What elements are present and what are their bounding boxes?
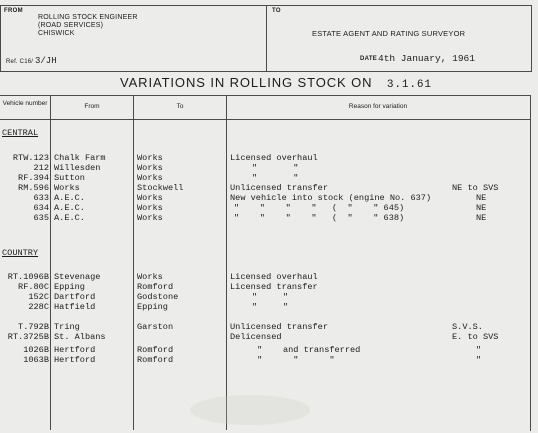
vehicle-number: 1026B — [23, 345, 49, 355]
to-depot: Epping — [137, 302, 168, 312]
from-depot: Tring — [54, 322, 80, 332]
document-title — [120, 75, 432, 91]
column-divider-2 — [133, 95, 134, 430]
authority-note: NE — [476, 213, 487, 223]
vehicle-number: RF.80C — [18, 282, 49, 292]
from-depot: A.E.C. — [54, 213, 85, 223]
to-depot: Works — [137, 173, 163, 183]
reason: " " " — [252, 355, 335, 365]
from-label: FROM — [4, 8, 23, 14]
to-depot: Stockwell — [137, 183, 184, 193]
authority-note: NE to SVS — [452, 183, 499, 193]
to-depot: Romford — [137, 355, 174, 365]
to-depot: Romford — [137, 282, 174, 292]
authority-note: S.V.S. — [452, 322, 483, 332]
header-from: From — [84, 103, 100, 110]
vehicle-number: 212 — [33, 163, 49, 173]
from-line-1: ROLLING STOCK ENGINEER — [38, 14, 138, 21]
section-central: CENTRAL — [2, 128, 39, 138]
authority-note: NE — [476, 203, 487, 213]
section-country: COUNTRY — [2, 248, 39, 258]
reason: Licensed transfer — [230, 282, 318, 292]
from-depot: St. Albans — [54, 332, 106, 342]
from-line-2: (ROAD SERVICES) — [38, 22, 104, 29]
vehicle-number: RT.1096B — [7, 272, 49, 282]
vehicle-number: RF.394 — [18, 173, 49, 183]
header-vehicle-number: Vehicle number — [2, 100, 48, 107]
reason: " " — [252, 173, 299, 183]
from-depot: Dartford — [54, 292, 96, 302]
reason: " " " " ( " " 638) — [234, 213, 405, 223]
vehicle-number: RT.3725B — [7, 332, 49, 342]
title-text: VARIATIONS IN ROLLING STOCK ON — [120, 75, 373, 90]
from-depot: Hertford — [54, 345, 96, 355]
vehicle-number: RM.596 — [18, 183, 49, 193]
vehicle-number: 633 — [33, 193, 49, 203]
header-reason: Reason for variation — [348, 103, 408, 110]
from-depot: A.E.C. — [54, 193, 85, 203]
column-divider-1 — [50, 95, 51, 430]
paper-stain — [190, 395, 310, 425]
to-depot: Garston — [137, 322, 174, 332]
reason: " " — [252, 302, 289, 312]
memo-header-divider — [266, 5, 267, 71]
authority-note: " — [476, 355, 482, 365]
vehicle-number: RTW.123 — [12, 153, 49, 163]
from-depot: Hertford — [54, 355, 96, 365]
from-depot: A.E.C. — [54, 203, 85, 213]
ref-label: Ref. C16/ — [6, 59, 34, 65]
to-depot: Romford — [137, 345, 174, 355]
from-depot: Works — [54, 183, 80, 193]
date-value: 4th January, 1961 — [378, 53, 475, 64]
column-divider-3 — [226, 95, 227, 430]
reason: " " — [252, 292, 289, 302]
reason: Licensed overhaul — [230, 272, 318, 282]
to-depot: Works — [137, 203, 163, 213]
table-frame — [0, 95, 531, 431]
header-to: To — [176, 103, 184, 110]
vehicle-number: 635 — [33, 213, 49, 223]
vehicle-number: T.792B — [18, 322, 49, 332]
from-line-3: CHISWICK — [38, 30, 75, 37]
title-date: 3.1.61 — [386, 79, 432, 91]
to-depot: Works — [137, 272, 163, 282]
from-depot: Sutton — [54, 173, 85, 183]
to-depot: Godstone — [137, 292, 179, 302]
to-depot: Works — [137, 163, 163, 173]
authority-note: E. to SVS — [452, 332, 499, 342]
to-depot: Works — [137, 213, 163, 223]
reason: Unlicensed transfer — [230, 322, 328, 332]
to-depot: Works — [137, 193, 163, 203]
reason: New vehicle into stock (engine No. 637) — [230, 193, 432, 203]
to-label: TO — [272, 8, 281, 14]
date-label: DATE — [360, 56, 378, 62]
authority-note: " — [476, 345, 482, 355]
from-depot: Willesden — [54, 163, 101, 173]
from-depot: Chalk Farm — [54, 153, 106, 163]
from-depot: Stevenage — [54, 272, 101, 282]
from-depot: Epping — [54, 282, 85, 292]
ref-value: 3/JH — [35, 56, 57, 66]
reason: Licensed overhaul — [230, 153, 318, 163]
vehicle-number: 634 — [33, 203, 49, 213]
vehicle-number: 228C — [28, 302, 49, 312]
reason: " " — [252, 163, 299, 173]
vehicle-number: 1063B — [23, 355, 49, 365]
reason: " " " " ( " " 645) — [234, 203, 405, 213]
reason: Delicensed — [230, 332, 282, 342]
authority-note: NE — [476, 193, 487, 203]
to-depot: Works — [137, 153, 163, 163]
to-value: ESTATE AGENT AND RATING SURVEYOR — [312, 29, 466, 38]
reason: " and transferred — [252, 345, 361, 355]
table-header-rule — [0, 119, 531, 120]
reason: Unlicensed transfer — [230, 183, 328, 193]
vehicle-number: 152C — [28, 292, 49, 302]
from-depot: Hatfield — [54, 302, 96, 312]
